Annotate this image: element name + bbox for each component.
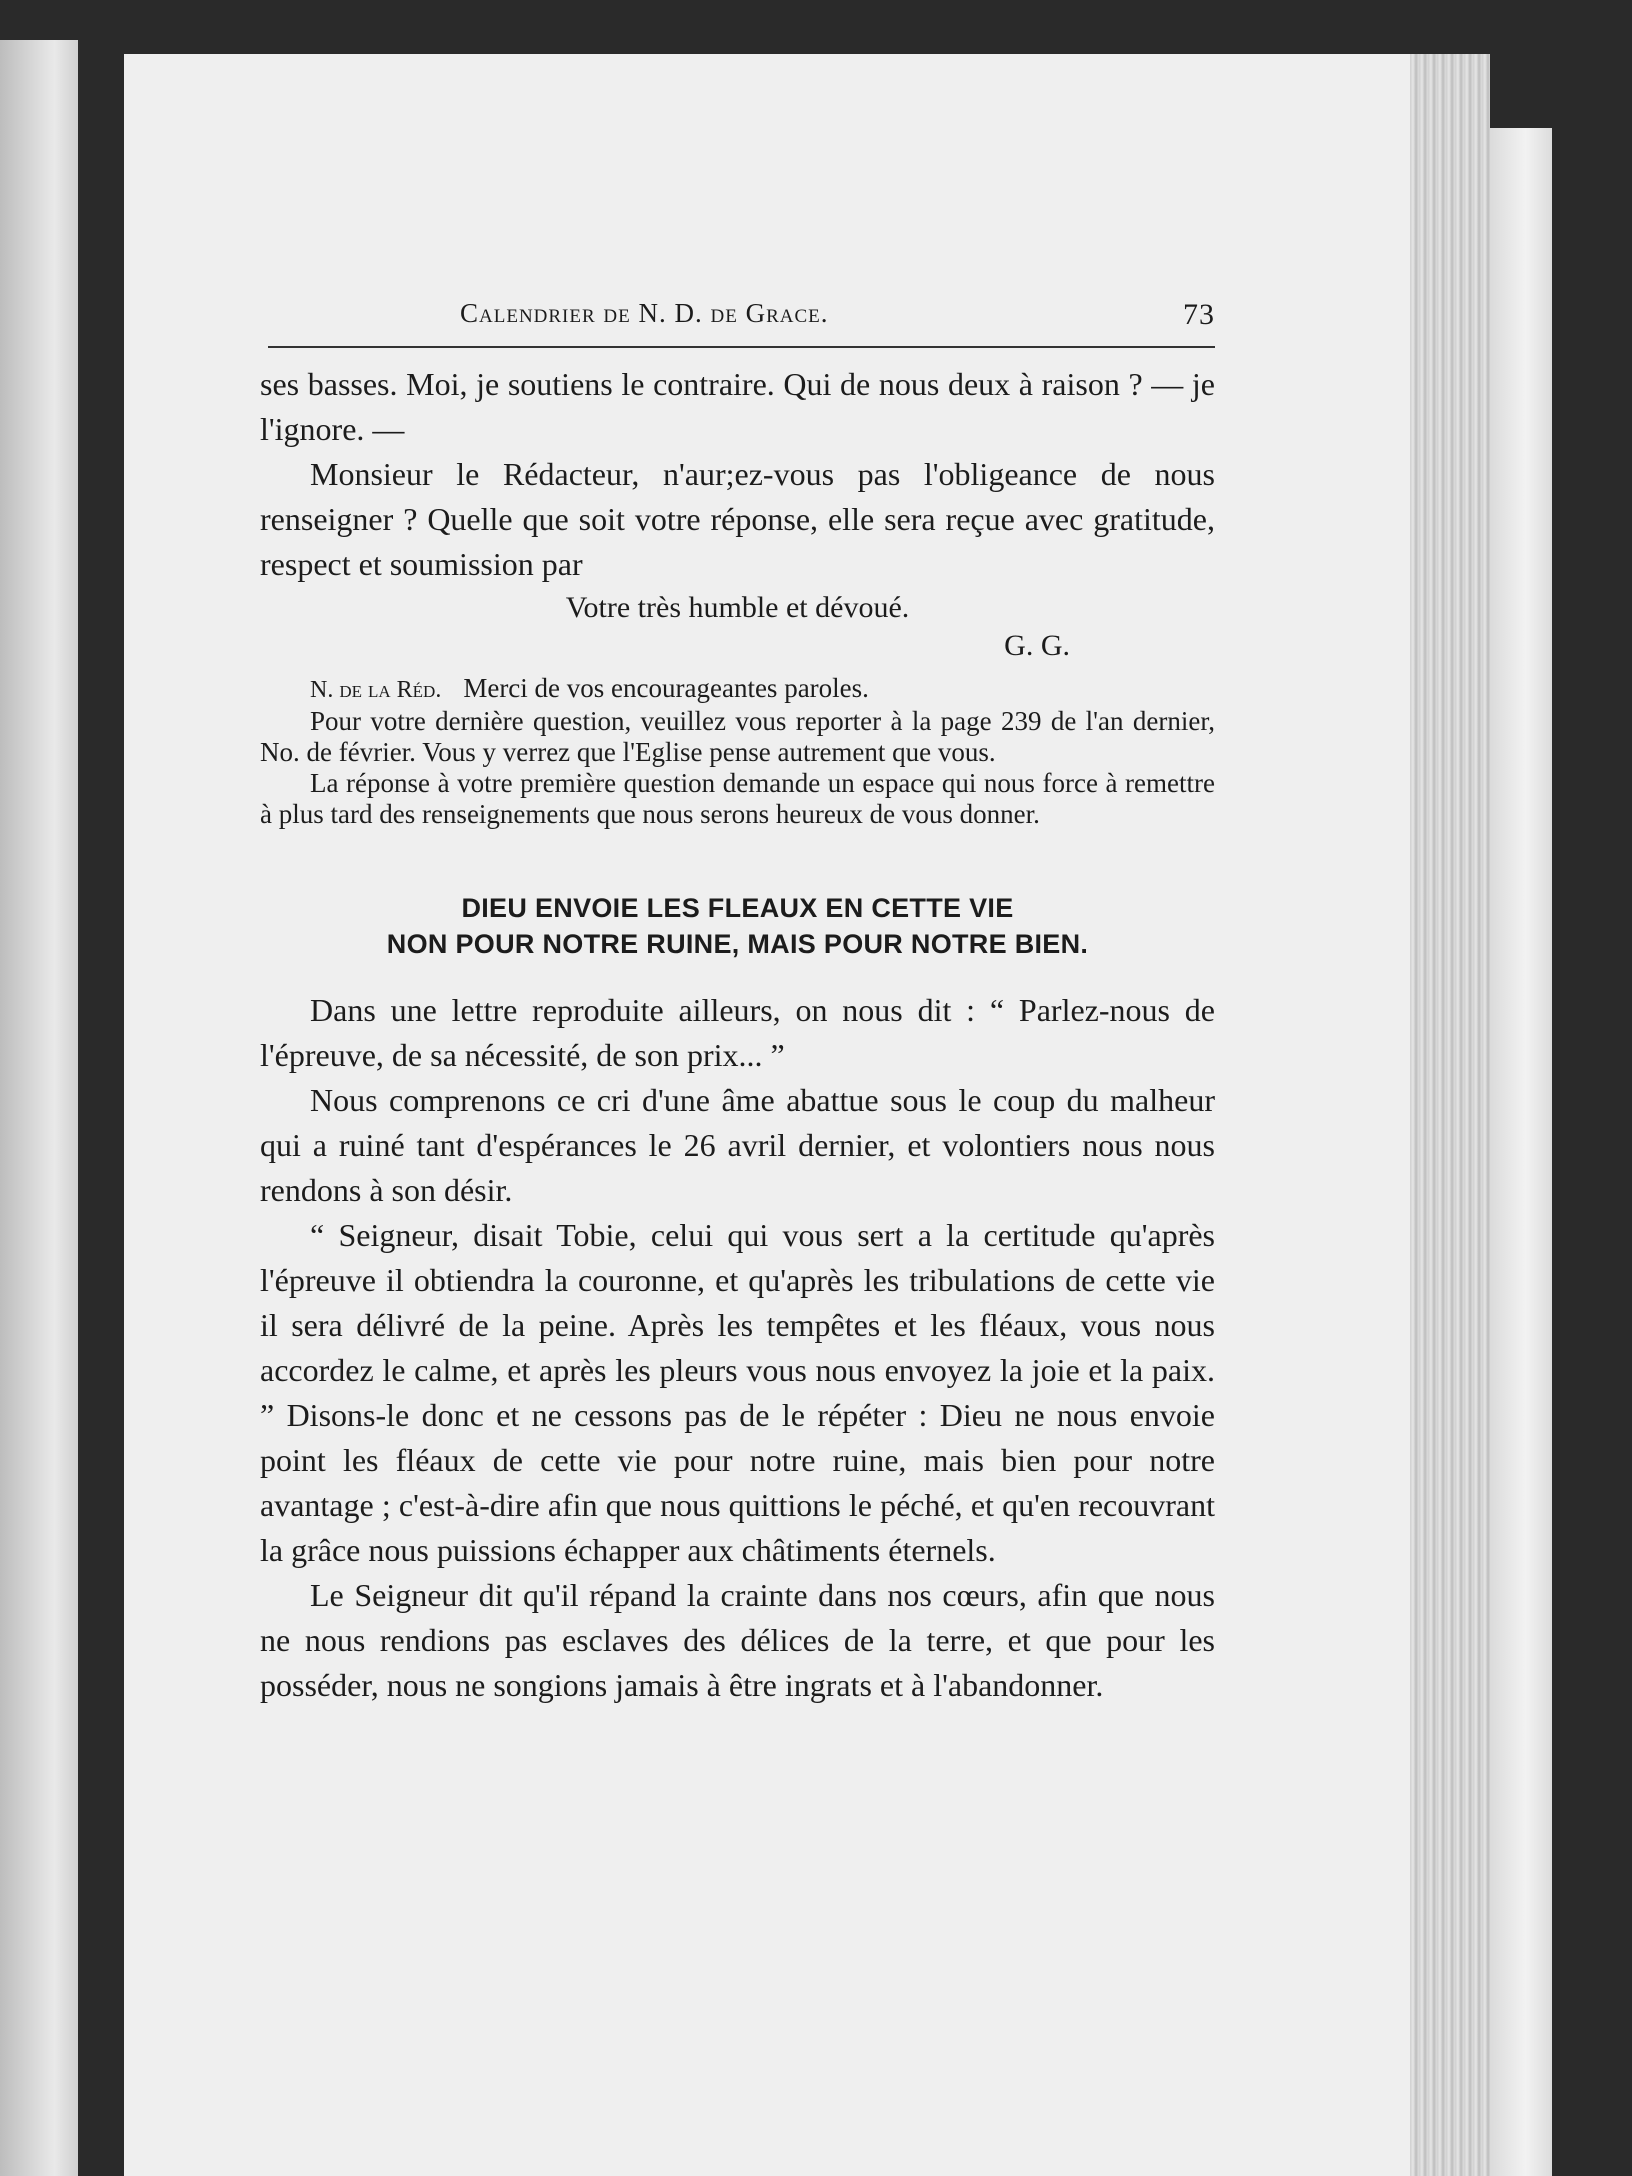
article-heading-line-1: DIEU ENVOIE LES FLEAUX EN CETTE VIE xyxy=(461,893,1014,923)
adjacent-left-page xyxy=(0,40,78,2176)
letter-paragraph-2: Monsieur le Rédacteur, n'aur;ez-vous pas l'obligeance de nous renseigner ? Quelle que soit votre réponse, elle sera reçue avec gratitude, respect et soumission par xyxy=(260,456,1215,582)
article-heading xyxy=(260,890,1215,962)
editor-note-label: N. de la Réd. xyxy=(310,677,442,703)
letter-closing: Votre très humble et dévoué. xyxy=(565,591,910,624)
editor-note-thanks: Merci de vos encourageantes paroles. xyxy=(463,673,869,703)
running-head-title: Calendrier de N. D. de Grace. xyxy=(460,298,829,328)
editor-note-section xyxy=(260,673,1215,830)
page-content xyxy=(260,290,1215,1708)
editor-note-paragraph-1 xyxy=(260,673,1215,706)
letter-section xyxy=(260,362,1215,663)
editor-note-paragraph-3: La réponse à votre première question demande un espace qui nous force à remettre à plus tard des renseignements que nous serons heureux de vous donner. xyxy=(260,768,1215,829)
article-body xyxy=(260,988,1215,1708)
running-head xyxy=(260,290,1215,336)
adjacent-right-page xyxy=(1486,128,1552,2176)
article-heading-line-2: NON POUR NOTRE RUINE, MAIS POUR NOTRE BIEN. xyxy=(386,929,1089,959)
page-block-edge xyxy=(1410,54,1490,2176)
article-paragraph-2: Nous comprenons ce cri d'une âme abattue sous le coup du malheur qui a ruiné tant d'espérances le 26 avril dernier, et volontiers nous nous rendons à son désir. xyxy=(260,1082,1215,1208)
article-paragraph-3: “ Seigneur, disait Tobie, celui qui vous sert a la certitude qu'après l'épreuve il obtiendra la couronne, et qu'après les tribulations de cette vie il sera délivré de la peine. Après les tempêtes et les fléaux, vous nous accordez le calme, et après les pleurs vous nous envoyez la joie et la paix. ” Disons-le donc et ne cessons pas de le répéter : Dieu ne nous envoie point les fléaux de cette vie pour notre ruine, mais bien pour notre avantage ; c'est-à-dire afin que nous quittions le péché, et qu'en recouvrant la grâce nous puissions échapper aux châtiments éternels. xyxy=(260,1217,1215,1568)
letter-signature: G. G. xyxy=(1004,629,1070,662)
article-paragraph-1: Dans une lettre reproduite ailleurs, on nous dit : “ Parlez-nous de l'épreuve, de sa nécessité, de son prix... ” xyxy=(260,992,1215,1073)
page-number: 73 xyxy=(1183,298,1215,331)
article-paragraph-4: Le Seigneur dit qu'il répand la crainte dans nos cœurs, afin que nous ne nous rendions pas esclaves des délices de la terre, et que pour les posséder, nous ne songions jamais à être ingrats et à l'abandonner. xyxy=(260,1577,1215,1703)
header-rule xyxy=(268,346,1215,348)
editor-note-paragraph-2: Pour votre dernière question, veuillez vous reporter à la page 239 de l'an dernier, No. de février. Vous y verrez que l'Eglise pense autrement que vous. xyxy=(260,706,1215,767)
letter-paragraph-1: ses basses. Moi, je soutiens le contraire. Qui de nous deux à raison ? — je l'ignore. — xyxy=(260,366,1215,447)
